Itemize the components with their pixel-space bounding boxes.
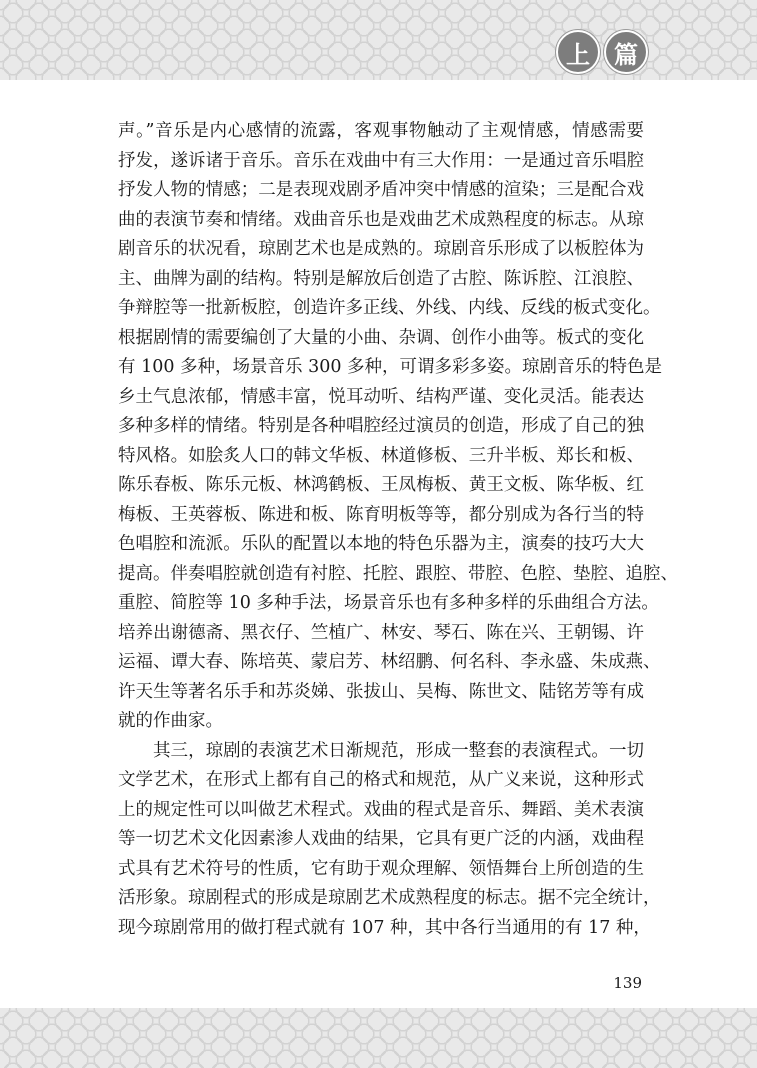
text-line: 主、曲牌为副的结构。特别是解放后创造了古腔、陈诉腔、江浪腔、 [118, 268, 644, 289]
text-line: 文学艺术，在形式上都有自己的格式和规范，从广义来说，这种形式 [118, 770, 644, 790]
text-line: 有 100 多种，场景音乐 300 多种，可谓多彩多姿。琼剧音乐的特色是 [118, 357, 663, 377]
text-line: 等一切艺术文化因素渗人戏曲的结果，它具有更广泛的内涵，戏曲程 [118, 829, 644, 849]
text-line: 多种多样的情绪。特别是各种唱腔经过演员的创造，形成了自己的独 [118, 416, 644, 436]
text-line: 乡土气息浓郁，情感丰富，悦耳动听、结构严谨、变化灵活。能表达 [118, 386, 644, 407]
chapter-badge-2: 篇 [604, 30, 648, 74]
page-number: 139 [613, 974, 642, 992]
text-line: 陈乐春板、陈乐元板、林鸿鹤板、王凤梅板、黄王文板、陈华板、红 [118, 475, 644, 495]
footer-pattern-band [0, 1008, 757, 1068]
text-line: 梅板、王英蓉板、陈进和板、陈育明板等等，都分别成为各行当的特 [118, 504, 644, 525]
text-line: 剧音乐的状况看，琼剧艺术也是成熟的。琼剧音乐形成了以板腔体为 [118, 239, 644, 259]
text-line: 色唱腔和流派。乐队的配置以本地的特色乐器为主，演奏的技巧大大 [118, 534, 644, 554]
text-line: 许天生等著名乐手和苏炎娣、张拔山、吴梅、陈世文、陆铭芳等有成 [118, 681, 644, 702]
text-line: 培养出谢德斋、黑衣仔、竺植广、林安、琴石、陈在兴、王朝锡、许 [118, 622, 644, 643]
text-line: 根据剧情的需要编创了大量的小曲、杂调、创作小曲等。板式的变化 [118, 327, 644, 348]
text-line: 抒发人物的情感；二是表现戏剧矛盾冲突中情感的渲染；三是配合戏 [118, 180, 644, 200]
text-line: 曲的表演节奏和情绪。戏曲音乐也是戏曲艺术成熟程度的标志。从琼 [118, 209, 644, 230]
text-line: 运福、谭大春、陈培英、蒙启芳、林绍鹏、何名科、李永盛、朱成燕、 [118, 652, 661, 672]
text-line: 声。”音乐是内心感情的流露，客观事物触动了主观情感，情感需要 [118, 121, 644, 141]
chapter-marker [556, 30, 648, 74]
text-line: 上的规定性可以叫做艺术程式。戏曲的程式是音乐、舞蹈、美术表演 [118, 799, 644, 820]
text-line-paragraph-end: 就的作曲家。 [118, 711, 223, 731]
text-line: 特风格。如脍炙人口的韩文华板、林道修板、三升半板、郑长和板、 [118, 445, 644, 466]
body-text [118, 117, 678, 943]
text-line: 式具有艺术符号的性质，它有助于观众理解、领悟舞台上所创造的生 [118, 858, 644, 879]
text-line: 争辩腔等一批新板腔，创造许多正线、外线、内线、反线的板式变化。 [118, 298, 661, 318]
text-line-paragraph-start: 其三，琼剧的表演艺术日渐规范，形成一整套的表演程式。一切 [153, 740, 644, 761]
text-line: 重腔、简腔等 10 多种手法，场景音乐也有多种多样的乐曲组合方法。 [118, 593, 659, 613]
text-line: 提高。伴奏唱腔就创造有衬腔、托腔、跟腔、带腔、色腔、垫腔、追腔、 [118, 563, 678, 584]
text-line: 现今琼剧常用的做打程式就有 107 种，其中各行当通用的有 17 种， [118, 917, 651, 938]
chapter-badge-1: 上 [556, 30, 600, 74]
text-line: 活形象。琼剧程式的形成是琼剧艺术成熟程度的标志。据不完全统计， [118, 888, 661, 908]
text-line: 抒发，遂诉诸于音乐。音乐在戏曲中有三大作用：一是通过音乐唱腔 [118, 150, 644, 171]
